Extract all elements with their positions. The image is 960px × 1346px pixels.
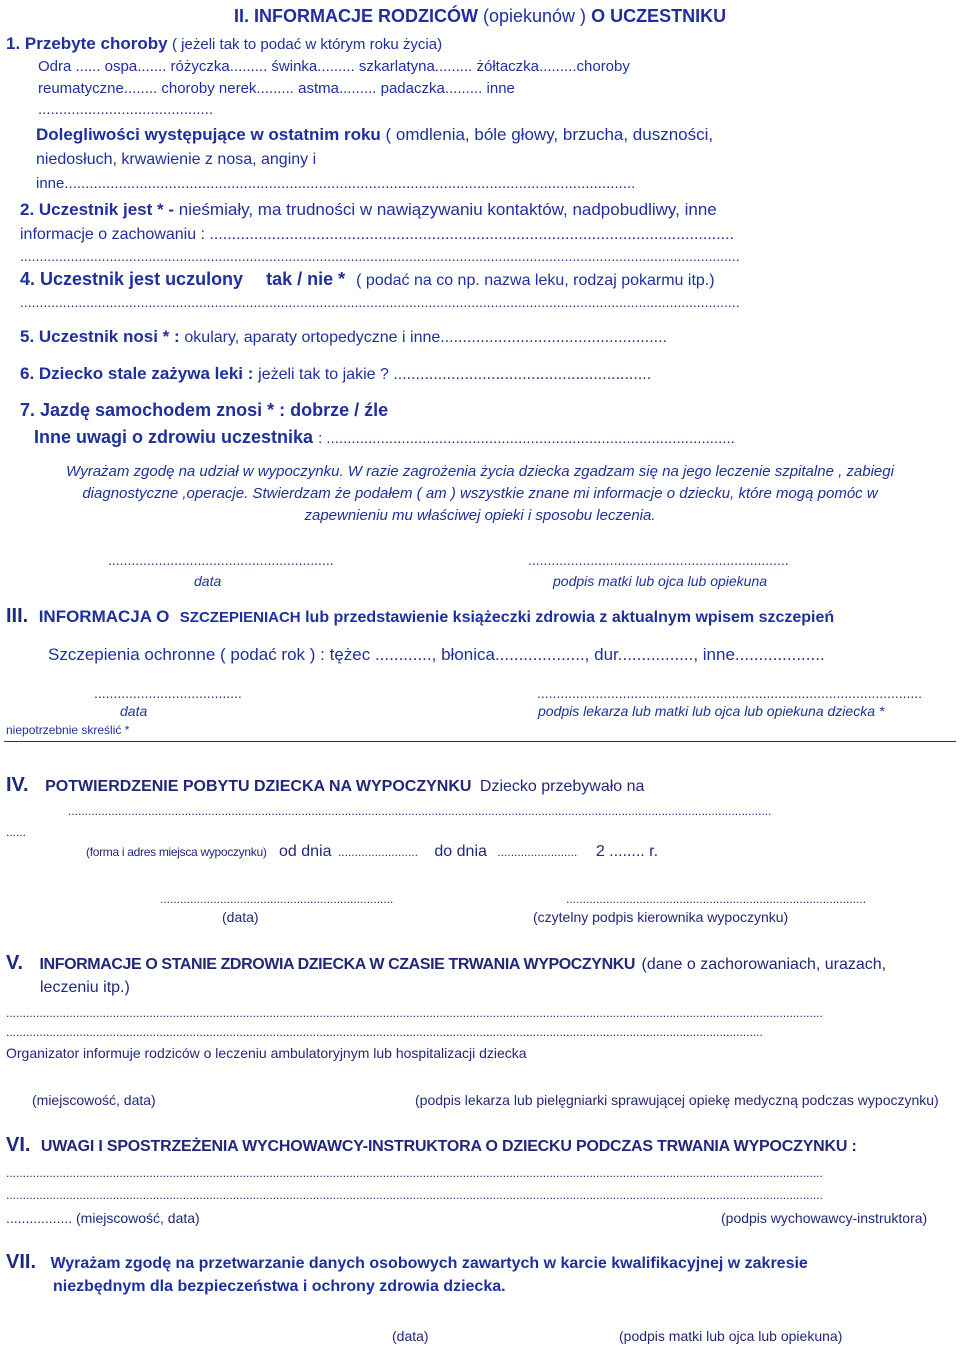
s5-dots-1: ..................................................................................................................................................................................................................................................... — [6, 1006, 823, 1020]
q2-line3: ......................................................................................................................................................................................... — [20, 248, 740, 264]
section-3-title — [6, 606, 834, 628]
section-5-title — [6, 953, 886, 975]
s4-dates-line — [86, 842, 658, 862]
s3-sig-doctor-label: podpis lekarza lub matki lub ojca lub opiekuna dziecka * — [538, 703, 885, 719]
ailments-label: Dolegliwości występujące w ostatnim roku — [36, 125, 381, 144]
section-5-title-line2: leczeniu itp.) — [40, 979, 130, 996]
section-title-tail: Dziecko przebywało na — [479, 778, 645, 795]
sig-date-label: data — [194, 573, 222, 589]
section-2-title — [0, 5, 960, 27]
section-7-text-1: Wyrażam zgodę na przetwarzanie danych osobowych zawartych w karcie kwalifikacyjnej w zakresie — [50, 1255, 808, 1272]
q4-hint: ( podać na co np. nazwa leku, rodzaj pokarmu itp.) — [356, 272, 715, 289]
q1-heading — [6, 34, 442, 55]
section-title-b: SZCZEPIENIACH — [179, 609, 301, 626]
vaccination-line: Szczepienia ochronne ( podać rok ) : tężec ............, błonica..................., dur................, inne................... — [48, 645, 825, 664]
s4-place-dots-2: ...... — [6, 825, 27, 839]
year-field: 2 ........ r. — [595, 843, 659, 860]
section-title: UWAGI I SPOSTRZEŻENIA WYCHOWAWCY-INSTRUKTORA O DZIECKU PODCZAS TRWANIA WYPOCZYNKU : — [40, 1138, 857, 1155]
s5-sig-nurse-label: (podpis lekarza lub pielęgniarki sprawującej opiekę medyczną podczas wypoczynku) — [415, 1092, 939, 1108]
section-7-title — [6, 1252, 808, 1274]
consent-line3: zapewnieniu mu właściwej opieki i sposobu leczenia. — [304, 507, 656, 524]
s5-sig-place-label: (miejscowość, data) — [32, 1092, 156, 1108]
q2-text: nieśmiały, ma trudności w nawiązywaniu kontaktów, nadpobudliwy, inne — [178, 200, 717, 219]
q1-diseases-line1: Odra ...... ospa....... różyczka......... świnka......... szkarlatyna......... żółtaczka.........choroby — [38, 58, 630, 75]
place-hint: (forma i adres miejsca wypoczynku) — [86, 845, 267, 859]
section-number: IV. — [6, 774, 29, 796]
section-6-title — [6, 1135, 857, 1157]
q5-label: 5. Uczestnik nosi * : — [20, 327, 180, 346]
s4-sig-date-dots: ...................................................................... — [160, 892, 394, 906]
section-7-text-2: niezbędnym dla bezpieczeństwa i ochrony zdrowia dziecka. — [53, 1278, 506, 1295]
q6-label: 6. Dziecko stale zażywa leki : — [20, 364, 254, 383]
q7-line: 7. Jazdę samochodem znosi * : dobrze / źle — [20, 400, 389, 420]
s4-sig-manager-dots: .......................................................................................... — [566, 892, 867, 906]
s6-sig-place-label: ................. (miejscowość, data) — [6, 1210, 200, 1226]
sig-parent-dots: ................................................................... — [528, 552, 789, 568]
section-title: POTWIERDZENIE POBYTU DZIECKA NA WYPOCZYNKU — [45, 778, 472, 795]
s4-sig-manager-label: (czytelny podpis kierownika wypoczynku) — [533, 909, 789, 925]
section-4-title — [6, 775, 644, 797]
section-number: III. — [6, 605, 29, 627]
q5-text: okulary, aparaty ortopedyczne i inne................................................... — [184, 329, 667, 346]
q1-label: 1. Przebyte choroby — [6, 34, 168, 53]
to-dots: ........................ — [497, 845, 578, 859]
s6-dots-2: ..................................................................................................................................................................................................................................................... — [6, 1188, 823, 1202]
s4-place-dots: ................................................................................................................................................................................................................... — [68, 804, 772, 818]
q6-line — [20, 364, 651, 385]
strike-note: niepotrzebnie skreślić * — [6, 723, 130, 737]
s3-sig-date-dots: ...................................... — [94, 685, 242, 701]
section-title-c: lub przedstawienie książeczki zdrowia z aktualnym wpisem szczepień — [305, 609, 835, 626]
section-title-tail: (dane o zachorowaniach, urazach, — [641, 956, 887, 973]
q1-diseases-line3: .......................................... — [38, 101, 214, 118]
section-number: V. — [6, 952, 24, 974]
section-title-end: O UCZESTNIKU — [591, 6, 727, 26]
s7-sig-date-label: (data) — [392, 1328, 429, 1344]
sig-parent-label: podpis matki lub ojca lub opiekuna — [553, 573, 768, 589]
section-title: INFORMACJE O STANIE ZDROWIA DZIECKA W CZASIE TRWANIA WYPOCZYNKU — [39, 956, 636, 973]
health-remarks-line — [34, 427, 735, 449]
s6-dots-1: ..................................................................................................................................................................................................................................................... — [6, 1166, 823, 1180]
ailments-hint: ( omdlenia, bóle głowy, brzucha, duszności, — [385, 125, 714, 144]
health-remarks-dots: : .................................................................................................. — [318, 430, 735, 447]
q2-line2: informacje o zachowaniu : ...................................................................................................................... — [20, 226, 734, 243]
q4-options: tak / nie * — [266, 269, 346, 289]
s5-dots-2: ................................................................................................................................................................................................................................... — [6, 1025, 763, 1039]
s7-sig-parent-label: (podpis matki lub ojca lub opiekuna) — [619, 1328, 843, 1344]
section-number: VII. — [6, 1251, 37, 1273]
q4-line2: ......................................................................................................................................................................................... — [20, 294, 740, 310]
from-label: od dnia — [278, 843, 332, 860]
q2-label: 2. Uczestnik jest * - — [20, 200, 175, 219]
sig-date-dots: .......................................................... — [108, 552, 334, 568]
section-divider — [4, 741, 956, 742]
ailments-line3: inne......................................................................................................................................... — [36, 175, 636, 192]
organizer-note: Organizator informuje rodziców o leczeniu ambulatoryjnym lub hospitalizacji dziecka — [6, 1045, 527, 1061]
section-number: II. — [233, 6, 249, 26]
section-title-paren: (opiekunów ) — [482, 6, 587, 26]
ailments-heading — [36, 125, 713, 145]
section-title-main: INFORMACJE RODZICÓW — [253, 6, 478, 26]
q6-text: jeżeli tak to jakie ? .......................................................... — [258, 366, 652, 383]
s4-sig-date-label: (data) — [222, 909, 259, 925]
s6-sig-instructor-label: (podpis wychowawcy-instruktora) — [721, 1210, 928, 1226]
s3-sig-doctor-dots: ................................................................................................... — [537, 685, 923, 701]
q1-diseases-line2: reumatyczne........ choroby nerek......... astma......... padaczka......... inne — [38, 80, 515, 97]
q1-hint: ( jeżeli tak to podać w którym roku życia) — [172, 36, 443, 53]
q2-heading — [20, 200, 717, 220]
q5-line — [20, 327, 667, 348]
consent-line2: diagnostyczne ,operacje. Stwierdzam że podałem ( am ) wszystkie znane mi informacje o dziecku, które mogą pomóc w — [82, 485, 878, 502]
consent-line1: Wyrażam zgodę na udział w wypoczynku. W razie zagrożenia życia dziecka zgadzam się na jego leczenie szpitalne , zabiegi — [66, 463, 894, 480]
from-dots: ........................ — [337, 845, 418, 859]
s3-sig-date-label: data — [120, 703, 148, 719]
section-title-a: INFORMACJA O — [38, 607, 170, 626]
ailments-line2: niedosłuch, krwawienie z nosa, anginy i — [36, 151, 317, 168]
section-number: VI. — [6, 1134, 31, 1156]
q4-label: 4. Uczestnik jest uczulony — [20, 269, 244, 289]
to-label: do dnia — [434, 843, 487, 860]
health-remarks-label: Inne uwagi o zdrowiu uczestnika — [34, 427, 314, 447]
q4-heading — [20, 269, 715, 291]
